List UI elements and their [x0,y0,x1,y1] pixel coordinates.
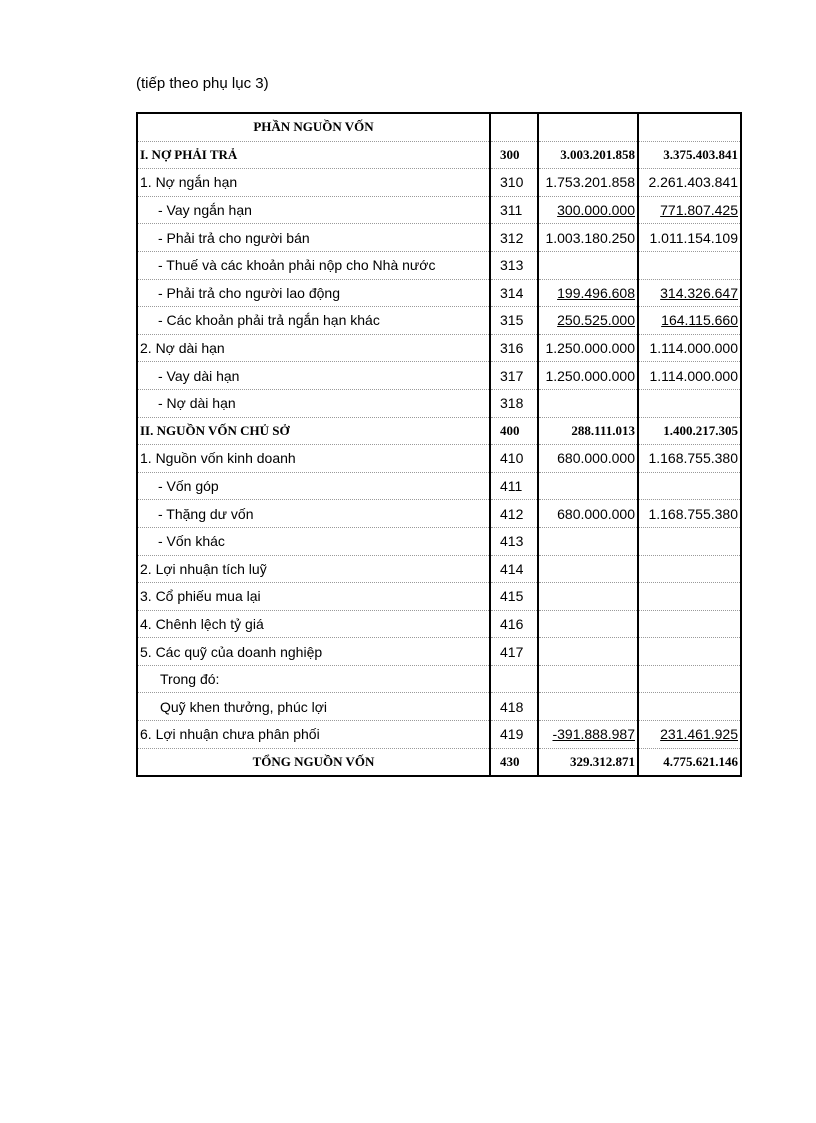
row-value-end-cell [638,721,741,749]
row-value-start-cell [538,334,638,362]
row-code: 311 [500,202,523,219]
row-value-start-cell [538,638,638,666]
row-value-end-cell [638,527,741,555]
row-value-end: 3.375.403.841 [663,146,738,162]
row-code-cell [490,251,538,279]
row-value-end-cell [638,279,741,307]
table-row [137,500,741,528]
row-label: - Nợ dài hạn [158,395,236,412]
table-row [137,389,741,417]
row-code: 317 [500,367,524,384]
row-label: - Vốn khác [158,533,225,550]
row-value-start: 1.250.000.000 [545,340,635,357]
row-label: 2. Nợ dài hạn [140,340,225,357]
row-value-start-cell [538,527,638,555]
row-value-end-cell [638,555,741,583]
row-value-end-cell [638,141,741,169]
row-label: 5. Các quỹ của doanh nghiệp [140,643,323,660]
row-value-end-cell [638,251,741,279]
row-label-cell [137,693,490,721]
row-label-cell [137,472,490,500]
row-value-end-cell [638,307,741,335]
row-label-cell [137,362,490,390]
row-value-end: 4.775.621.146 [663,753,738,769]
row-label: Trong đó: [160,671,220,688]
row-label: - Phải trả cho người lao động [158,284,340,301]
row-value-start-cell [538,169,638,197]
table-row [137,445,741,473]
row-value-end: 771.807.425 [660,202,738,219]
table-row [137,224,741,252]
row-code: 418 [500,698,524,715]
row-label: PHẦN NGUỒN VỐN [253,119,374,135]
row-label-cell [137,389,490,417]
row-value-start-cell [538,555,638,583]
row-label-cell [137,141,490,169]
row-code-cell [490,141,538,169]
row-value-start: 1.003.180.250 [545,229,635,246]
row-value-start: 250.525.000 [557,312,635,329]
row-label: 3. Cổ phiếu mua lại [140,588,261,605]
row-value-start: 199.496.608 [557,284,635,301]
row-code: 412 [500,505,524,522]
row-value-end: 164.115.660 [661,312,738,329]
row-value-end-cell [638,500,741,528]
row-label: - Thặng dư vốn [158,505,254,522]
table-row [137,721,741,749]
table-row [137,748,741,776]
row-value-start-cell [538,307,638,335]
row-value-start-cell [538,251,638,279]
row-code: 400 [500,422,520,438]
table-row [137,417,741,445]
row-label-cell [137,665,490,693]
row-code-cell [490,693,538,721]
row-value-end-cell [638,638,741,666]
row-code-cell [490,500,538,528]
row-value-start-cell [538,583,638,611]
row-label-cell [137,113,490,141]
row-label-cell [137,169,490,197]
row-label-cell [137,583,490,611]
table-row [137,527,741,555]
row-value-end-cell [638,334,741,362]
table-row [137,583,741,611]
row-code: 318 [500,395,524,412]
row-label: - Vay dài hạn [158,367,240,384]
row-label: - Vay ngắn hạn [158,202,252,219]
row-label: I. NỢ PHẢI TRẢ [140,146,238,162]
row-value-start: 680.000.000 [557,505,635,522]
row-value-start-cell [538,389,638,417]
row-value-end: 1.168.755.380 [648,450,738,467]
row-label-cell [137,196,490,224]
row-code-cell [490,224,538,252]
row-value-end-cell [638,748,741,776]
row-code-cell [490,638,538,666]
row-value-start-cell [538,610,638,638]
table-row [137,169,741,197]
row-label: 6. Lợi nhuận chưa phân phối [140,726,320,743]
row-label-cell [137,224,490,252]
row-value-end-cell [638,362,741,390]
row-code: 419 [500,726,524,743]
row-value-end: 2.261.403.841 [648,174,738,191]
row-value-start-cell [538,721,638,749]
row-value-start-cell [538,472,638,500]
row-value-end: 1.114.000.000 [649,340,738,357]
row-value-end-cell [638,113,741,141]
table-row [137,665,741,693]
row-code: 312 [500,229,524,246]
appendix-note: (tiếp theo phụ lục 3) [136,75,269,92]
row-code: 316 [500,340,524,357]
row-value-end-cell [638,389,741,417]
row-value-end-cell [638,169,741,197]
row-label-cell [137,555,490,583]
row-label: - Thuế và các khoản phải nộp cho Nhà nước [158,257,436,274]
row-value-end: 1.400.217.305 [663,422,738,438]
row-value-start-cell [538,500,638,528]
table-row [137,472,741,500]
row-code-cell [490,362,538,390]
row-value-end-cell [638,610,741,638]
row-code-cell [490,555,538,583]
table-row [137,279,741,307]
row-code-cell [490,389,538,417]
row-code-cell [490,721,538,749]
table-row [137,334,741,362]
row-label: 1. Nguồn vốn kinh doanh [140,450,296,467]
row-label-cell [137,500,490,528]
row-code: 415 [500,588,524,605]
row-code: 314 [500,284,524,301]
row-label: TỔNG NGUỒN VỐN [252,753,375,769]
row-code-cell [490,472,538,500]
table-body [137,113,741,776]
row-value-end-cell [638,693,741,721]
table-row [137,610,741,638]
row-value-end-cell [638,665,741,693]
row-value-start: 300.000.000 [557,202,635,219]
row-label: II. NGUỒN VỐN CHỦ SỞ [140,422,290,438]
row-code: 430 [500,753,520,769]
row-value-end-cell [638,196,741,224]
row-value-end-cell [638,472,741,500]
row-value-start-cell [538,445,638,473]
row-value-start-cell [538,362,638,390]
row-value-end: 1.011.154.109 [649,229,738,246]
row-value-end: 1.114.000.000 [649,367,738,384]
table-row [137,693,741,721]
row-label-cell [137,279,490,307]
row-value-start-cell [538,113,638,141]
row-code: 411 [500,478,523,495]
row-code-cell [490,113,538,141]
row-code: 315 [500,312,524,329]
row-value-start-cell [538,279,638,307]
row-value-start-cell [538,141,638,169]
row-label-cell [137,610,490,638]
row-label: 1. Nợ ngắn hạn [140,174,238,191]
table-row [137,251,741,279]
row-code-cell [490,748,538,776]
row-value-end-cell [638,417,741,445]
table-row [137,555,741,583]
row-value-end: 231.461.925 [660,726,738,743]
row-label-cell [137,251,490,279]
table-row [137,113,741,141]
row-value-start: 329.312.871 [570,753,635,769]
row-code-cell [490,169,538,197]
row-label-cell [137,334,490,362]
row-code-cell [490,417,538,445]
row-code-cell [490,583,538,611]
row-value-start: 288.111.013 [571,422,635,438]
row-value-start-cell [538,748,638,776]
row-label-cell [137,748,490,776]
row-label-cell [137,527,490,555]
row-value-end-cell [638,445,741,473]
row-code: 313 [500,257,524,274]
row-code: 300 [500,146,520,162]
row-code-cell [490,445,538,473]
row-code: 310 [500,174,524,191]
row-code: 410 [500,450,524,467]
row-value-start-cell [538,196,638,224]
row-code-cell [490,279,538,307]
row-label: - Vốn góp [158,478,219,495]
row-value-start: 1.250.000.000 [545,367,635,384]
row-code-cell [490,610,538,638]
row-code: 417 [500,643,524,660]
row-label-cell [137,445,490,473]
row-value-start: 1.753.201.858 [545,174,635,191]
table-row [137,196,741,224]
row-label-cell [137,417,490,445]
row-value-end: 314.326.647 [660,284,738,301]
row-value-end: 1.168.755.380 [648,505,738,522]
row-label: 2. Lợi nhuận tích luỹ [140,560,267,577]
row-value-start-cell [538,417,638,445]
row-code-cell [490,307,538,335]
row-code-cell [490,334,538,362]
row-value-start: 3.003.201.858 [560,146,635,162]
row-label: 4. Chênh lệch tỷ giá [140,615,264,632]
row-value-start-cell [538,665,638,693]
row-label: Quỹ khen thưởng, phúc lợi [160,698,328,715]
table-row [137,638,741,666]
row-code-cell [490,196,538,224]
row-label-cell [137,721,490,749]
row-label: - Phải trả cho người bán [158,229,310,246]
row-value-end-cell [638,583,741,611]
table-row [137,307,741,335]
row-value-end-cell [638,224,741,252]
row-code: 416 [500,615,524,632]
row-label-cell [137,307,490,335]
row-code-cell [490,665,538,693]
row-value-start: -391.888.987 [552,726,635,743]
row-code: 413 [500,533,524,550]
capital-sources-table [136,112,742,777]
row-label-cell [137,638,490,666]
row-code-cell [490,527,538,555]
table-row [137,362,741,390]
row-code: 414 [500,560,524,577]
row-label: - Các khoản phải trả ngắn hạn khác [158,312,380,329]
row-value-start-cell [538,693,638,721]
table-row [137,141,741,169]
row-value-start: 680.000.000 [557,450,635,467]
row-value-start-cell [538,224,638,252]
